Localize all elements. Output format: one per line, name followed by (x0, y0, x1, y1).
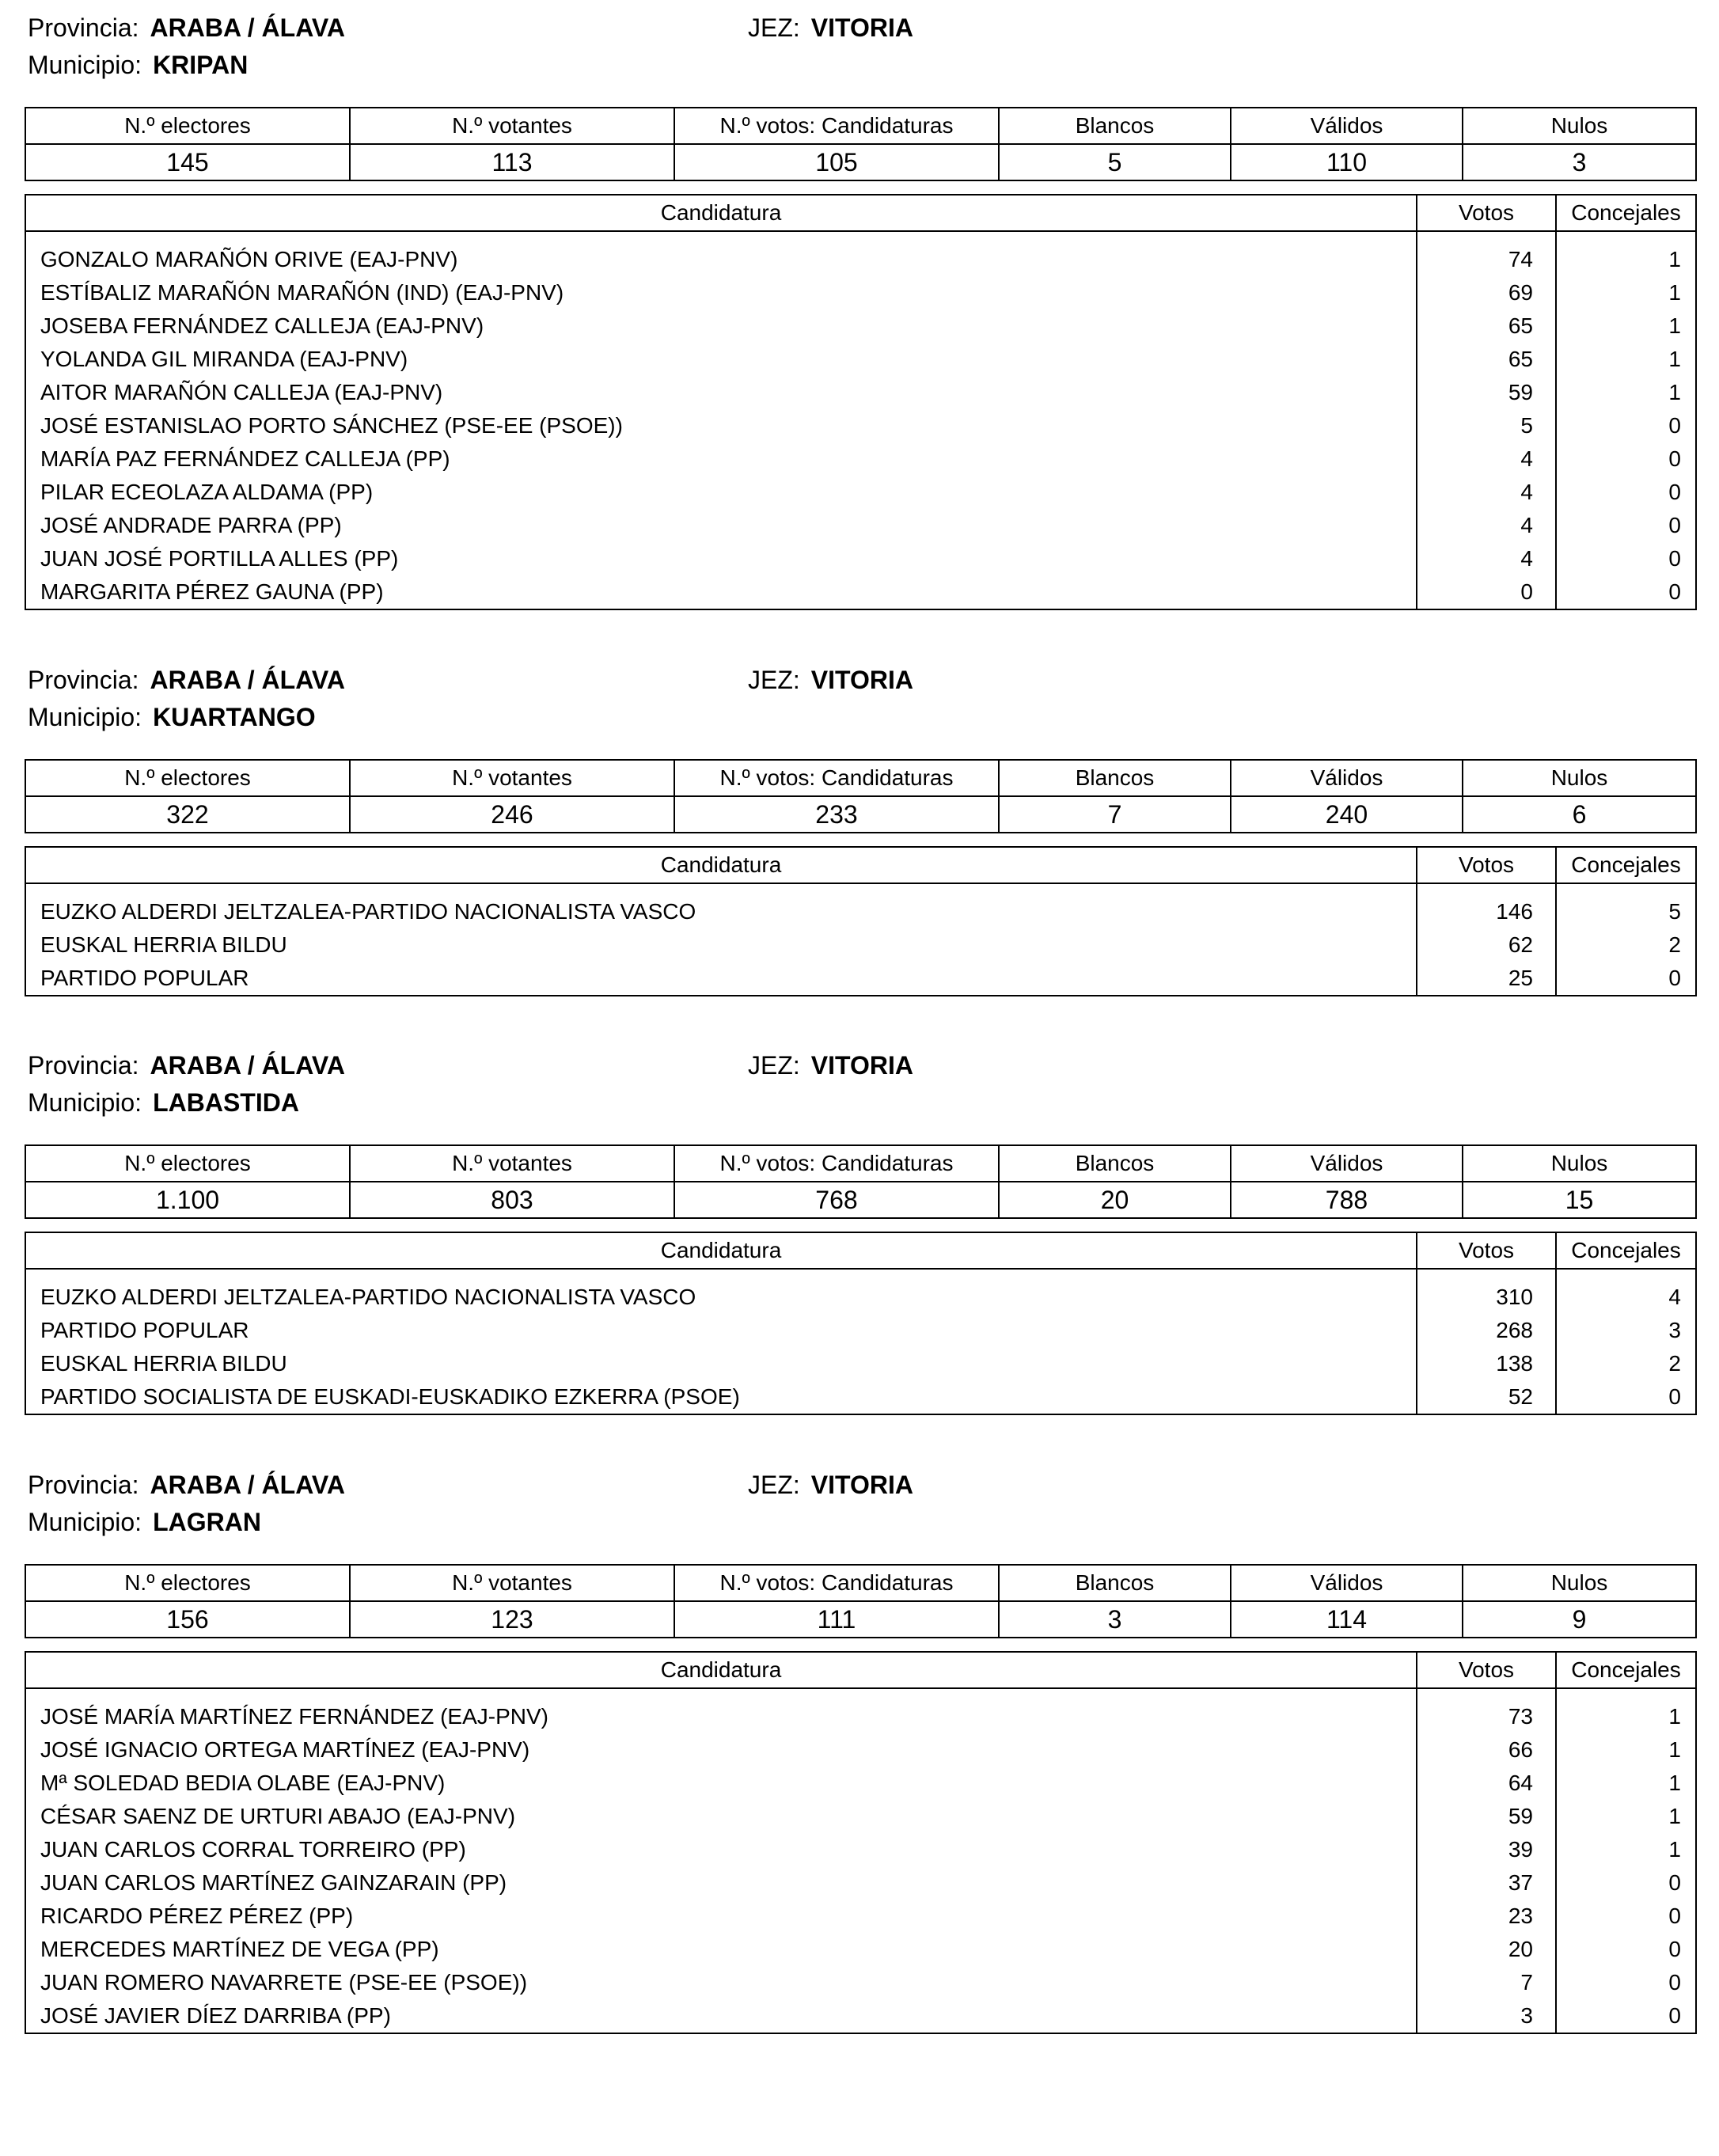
candidate-votes: 73 (1417, 1700, 1556, 1733)
provincia-value: ARABA / ÁLAVA (150, 1471, 345, 1499)
candidate-concejales: 0 (1556, 1966, 1696, 1999)
stats-header: Blancos (999, 760, 1231, 796)
provincia-label: Provincia: (28, 1471, 139, 1499)
municipio-line (28, 1507, 261, 1537)
candidate-votes: 5 (1417, 409, 1556, 442)
candidate-name: JUAN JOSÉ PORTILLA ALLES (PP) (25, 542, 1417, 575)
candidate-concejales: 5 (1556, 895, 1696, 928)
municipio-line (28, 702, 316, 732)
candidate-votes: 268 (1417, 1314, 1556, 1347)
table-row (25, 1833, 1696, 1866)
candidate-votes: 66 (1417, 1733, 1556, 1767)
candidates-header: Votos (1417, 195, 1556, 231)
candidate-concejales: 1 (1556, 243, 1696, 276)
table-row (25, 442, 1696, 476)
candidate-name: CÉSAR SAENZ DE URTURI ABAJO (EAJ-PNV) (25, 1800, 1417, 1833)
candidate-name: EUSKAL HERRIA BILDU (25, 1347, 1417, 1380)
candidate-name: JOSÉ MARÍA MARTÍNEZ FERNÁNDEZ (EAJ-PNV) (25, 1700, 1417, 1733)
candidate-concejales: 0 (1556, 1866, 1696, 1900)
provincia-line (28, 13, 345, 43)
stats-header: Válidos (1231, 1145, 1463, 1182)
stats-header: N.º votos: Candidaturas (674, 1565, 999, 1601)
table-row (25, 1314, 1696, 1347)
stats-value: 20 (999, 1182, 1231, 1218)
stats-table (25, 107, 1697, 181)
candidate-concejales: 0 (1556, 1999, 1696, 2033)
candidate-concejales: 0 (1556, 1933, 1696, 1966)
candidate-votes: 20 (1417, 1933, 1556, 1966)
stats-value: 110 (1231, 144, 1463, 180)
candidate-concejales: 1 (1556, 1767, 1696, 1800)
candidates-header: Candidatura (25, 1232, 1417, 1269)
candidate-votes: 69 (1417, 276, 1556, 309)
jez-value: VITORIA (810, 1051, 913, 1080)
spacer-cell (1417, 1688, 1556, 1700)
stats-header: Nulos (1463, 1565, 1696, 1601)
candidates-header: Concejales (1556, 847, 1696, 883)
candidate-name: ESTÍBALIZ MARAÑÓN MARAÑÓN (IND) (EAJ-PNV) (25, 276, 1417, 309)
stats-value: 5 (999, 144, 1231, 180)
candidate-name: JOSÉ IGNACIO ORTEGA MARTÍNEZ (EAJ-PNV) (25, 1733, 1417, 1767)
candidate-name: JOSEBA FERNÁNDEZ CALLEJA (EAJ-PNV) (25, 309, 1417, 343)
candidate-concejales: 2 (1556, 928, 1696, 962)
candidate-concejales: 0 (1556, 1380, 1696, 1414)
candidate-name: PARTIDO SOCIALISTA DE EUSKADI-EUSKADIKO EZKERRA (PSOE) (25, 1380, 1417, 1414)
candidate-name: JUAN CARLOS CORRAL TORREIRO (PP) (25, 1833, 1417, 1866)
candidate-votes: 39 (1417, 1833, 1556, 1866)
stats-table (25, 1144, 1697, 1219)
stats-value: 768 (674, 1182, 999, 1218)
spacer-cell (1417, 1269, 1556, 1281)
candidate-votes: 25 (1417, 962, 1556, 996)
candidates-header: Candidatura (25, 1652, 1417, 1688)
stats-header: N.º votantes (350, 108, 674, 144)
municipio-label: Municipio: (28, 703, 142, 731)
candidates-header: Concejales (1556, 1232, 1696, 1269)
stats-value: 15 (1463, 1182, 1696, 1218)
candidates-header: Votos (1417, 1652, 1556, 1688)
candidate-concejales: 0 (1556, 575, 1696, 609)
spacer-cell (25, 231, 1417, 243)
stats-header: N.º electores (25, 1145, 350, 1182)
stats-header: Válidos (1231, 760, 1463, 796)
spacer-cell (1556, 1688, 1696, 1700)
municipio-value: KRIPAN (153, 51, 249, 79)
candidate-name: PARTIDO POPULAR (25, 962, 1417, 996)
stats-header: Nulos (1463, 1145, 1696, 1182)
table-row (25, 895, 1696, 928)
candidate-concejales: 1 (1556, 1833, 1696, 1866)
provincia-line (28, 1470, 345, 1500)
provincia-label: Provincia: (28, 666, 139, 694)
candidates-header: Concejales (1556, 1652, 1696, 1688)
candidate-votes: 310 (1417, 1281, 1556, 1314)
stats-header: N.º votos: Candidaturas (674, 108, 999, 144)
municipio-value: KUARTANGO (153, 703, 316, 731)
table-row (25, 476, 1696, 509)
stats-value: 246 (350, 796, 674, 833)
candidate-votes: 4 (1417, 476, 1556, 509)
stats-value: 111 (674, 1601, 999, 1638)
candidate-concejales: 4 (1556, 1281, 1696, 1314)
candidate-name: MERCEDES MARTÍNEZ DE VEGA (PP) (25, 1933, 1417, 1966)
candidate-concejales: 0 (1556, 509, 1696, 542)
candidate-name: EUSKAL HERRIA BILDU (25, 928, 1417, 962)
stats-value: 113 (350, 144, 674, 180)
jez-line (748, 13, 913, 43)
candidate-votes: 7 (1417, 1966, 1556, 1999)
candidate-name: JOSÉ ESTANISLAO PORTO SÁNCHEZ (PSE-EE (PSOE)) (25, 409, 1417, 442)
stats-header: Blancos (999, 1565, 1231, 1601)
stats-table (25, 1564, 1697, 1638)
stats-value: 1.100 (25, 1182, 350, 1218)
candidates-header: Candidatura (25, 195, 1417, 231)
candidate-votes: 4 (1417, 442, 1556, 476)
candidate-concejales: 1 (1556, 1733, 1696, 1767)
stats-value: 6 (1463, 796, 1696, 833)
candidate-votes: 138 (1417, 1347, 1556, 1380)
table-row (25, 1966, 1696, 1999)
municipio-value: LAGRAN (153, 1508, 261, 1536)
stats-value: 788 (1231, 1182, 1463, 1218)
provincia-value: ARABA / ÁLAVA (150, 13, 345, 42)
table-row (25, 343, 1696, 376)
stats-header: Blancos (999, 1145, 1231, 1182)
stats-header: Nulos (1463, 760, 1696, 796)
table-row (25, 542, 1696, 575)
municipio-label: Municipio: (28, 51, 142, 79)
jez-value: VITORIA (810, 666, 913, 694)
candidate-votes: 23 (1417, 1900, 1556, 1933)
candidate-concejales: 1 (1556, 1700, 1696, 1733)
table-row (25, 1281, 1696, 1314)
candidate-votes: 3 (1417, 1999, 1556, 2033)
table-row (25, 1733, 1696, 1767)
municipio-line (28, 1087, 299, 1118)
candidate-name: EUZKO ALDERDI JELTZALEA-PARTIDO NACIONALISTA VASCO (25, 895, 1417, 928)
jez-label: JEZ: (748, 666, 800, 694)
candidate-name: JOSÉ JAVIER DÍEZ DARRIBA (PP) (25, 1999, 1417, 2033)
stats-header: N.º electores (25, 1565, 350, 1601)
candidate-votes: 4 (1417, 542, 1556, 575)
stats-header: N.º votantes (350, 760, 674, 796)
candidates-table (25, 1651, 1697, 2034)
candidate-concejales: 0 (1556, 442, 1696, 476)
candidate-name: EUZKO ALDERDI JELTZALEA-PARTIDO NACIONALISTA VASCO (25, 1281, 1417, 1314)
stats-header: Válidos (1231, 108, 1463, 144)
candidate-concejales: 0 (1556, 542, 1696, 575)
candidate-votes: 37 (1417, 1866, 1556, 1900)
provincia-label: Provincia: (28, 1051, 139, 1080)
table-row (25, 276, 1696, 309)
spacer-cell (25, 1688, 1417, 1700)
jez-line (748, 1470, 913, 1500)
table-row (25, 1866, 1696, 1900)
candidate-votes: 146 (1417, 895, 1556, 928)
stats-value: 145 (25, 144, 350, 180)
municipio-label: Municipio: (28, 1088, 142, 1117)
candidate-concejales: 0 (1556, 409, 1696, 442)
stats-value: 240 (1231, 796, 1463, 833)
candidate-name: JUAN CARLOS MARTÍNEZ GAINZARAIN (PP) (25, 1866, 1417, 1900)
jez-label: JEZ: (748, 1471, 800, 1499)
candidates-table (25, 846, 1697, 996)
jez-value: VITORIA (810, 1471, 913, 1499)
stats-header: N.º votos: Candidaturas (674, 1145, 999, 1182)
stats-header: N.º electores (25, 108, 350, 144)
stats-value: 3 (999, 1601, 1231, 1638)
provincia-value: ARABA / ÁLAVA (150, 1051, 345, 1080)
provincia-label: Provincia: (28, 13, 139, 42)
candidate-name: JOSÉ ANDRADE PARRA (PP) (25, 509, 1417, 542)
spacer-cell (1417, 231, 1556, 243)
candidates-header: Concejales (1556, 195, 1696, 231)
table-row (25, 1767, 1696, 1800)
candidate-concejales: 0 (1556, 476, 1696, 509)
provincia-line (28, 665, 345, 695)
provincia-value: ARABA / ÁLAVA (150, 666, 345, 694)
candidate-votes: 65 (1417, 309, 1556, 343)
candidate-name: MARGARITA PÉREZ GAUNA (PP) (25, 575, 1417, 609)
candidate-concejales: 2 (1556, 1347, 1696, 1380)
candidates-header: Votos (1417, 847, 1556, 883)
candidate-concejales: 1 (1556, 309, 1696, 343)
stats-header: N.º electores (25, 760, 350, 796)
spacer-cell (25, 883, 1417, 895)
stats-value: 3 (1463, 144, 1696, 180)
table-row (25, 575, 1696, 609)
candidate-name: PILAR ECEOLAZA ALDAMA (PP) (25, 476, 1417, 509)
stats-value: 156 (25, 1601, 350, 1638)
candidates-header: Votos (1417, 1232, 1556, 1269)
stats-value: 322 (25, 796, 350, 833)
stats-value: 105 (674, 144, 999, 180)
candidate-concejales: 0 (1556, 962, 1696, 996)
table-row (25, 1933, 1696, 1966)
candidate-name: MARÍA PAZ FERNÁNDEZ CALLEJA (PP) (25, 442, 1417, 476)
stats-value: 9 (1463, 1601, 1696, 1638)
municipio-line (28, 50, 248, 80)
candidate-votes: 52 (1417, 1380, 1556, 1414)
stats-header: N.º votantes (350, 1565, 674, 1601)
candidate-name: PARTIDO POPULAR (25, 1314, 1417, 1347)
stats-header: N.º votantes (350, 1145, 674, 1182)
candidate-concejales: 1 (1556, 276, 1696, 309)
jez-line (748, 1050, 913, 1080)
candidate-concejales: 1 (1556, 343, 1696, 376)
candidates-header: Candidatura (25, 847, 1417, 883)
table-row (25, 928, 1696, 962)
table-row (25, 243, 1696, 276)
candidate-concejales: 0 (1556, 1900, 1696, 1933)
municipio-label: Municipio: (28, 1508, 142, 1536)
spacer-cell (1417, 883, 1556, 895)
jez-label: JEZ: (748, 13, 800, 42)
spacer-cell (1556, 1269, 1696, 1281)
stats-value: 123 (350, 1601, 674, 1638)
candidate-votes: 74 (1417, 243, 1556, 276)
table-row (25, 962, 1696, 996)
table-row (25, 1380, 1696, 1414)
candidate-votes: 59 (1417, 376, 1556, 409)
stats-value: 803 (350, 1182, 674, 1218)
jez-value: VITORIA (810, 13, 913, 42)
candidate-votes: 62 (1417, 928, 1556, 962)
candidate-name: Mª SOLEDAD BEDIA OLABE (EAJ-PNV) (25, 1767, 1417, 1800)
table-row (25, 509, 1696, 542)
candidates-table (25, 194, 1697, 610)
stats-header: N.º votos: Candidaturas (674, 760, 999, 796)
table-row (25, 1800, 1696, 1833)
table-row (25, 1900, 1696, 1933)
jez-label: JEZ: (748, 1051, 800, 1080)
candidate-concejales: 1 (1556, 1800, 1696, 1833)
stats-value: 114 (1231, 1601, 1463, 1638)
candidates-table (25, 1232, 1697, 1415)
candidate-name: RICARDO PÉREZ PÉREZ (PP) (25, 1900, 1417, 1933)
candidate-concejales: 3 (1556, 1314, 1696, 1347)
stats-header: Válidos (1231, 1565, 1463, 1601)
candidate-name: AITOR MARAÑÓN CALLEJA (EAJ-PNV) (25, 376, 1417, 409)
table-row (25, 1700, 1696, 1733)
jez-line (748, 665, 913, 695)
table-row (25, 409, 1696, 442)
stats-value: 7 (999, 796, 1231, 833)
candidate-name: JUAN ROMERO NAVARRETE (PSE-EE (PSOE)) (25, 1966, 1417, 1999)
candidate-votes: 64 (1417, 1767, 1556, 1800)
spacer-cell (1556, 231, 1696, 243)
municipio-value: LABASTIDA (153, 1088, 299, 1117)
stats-header: Blancos (999, 108, 1231, 144)
candidate-votes: 0 (1417, 575, 1556, 609)
table-row (25, 376, 1696, 409)
stats-header: Nulos (1463, 108, 1696, 144)
candidate-name: GONZALO MARAÑÓN ORIVE (EAJ-PNV) (25, 243, 1417, 276)
candidate-votes: 4 (1417, 509, 1556, 542)
table-row (25, 309, 1696, 343)
spacer-cell (25, 1269, 1417, 1281)
table-row (25, 1347, 1696, 1380)
table-row (25, 1999, 1696, 2033)
candidate-name: YOLANDA GIL MIRANDA (EAJ-PNV) (25, 343, 1417, 376)
stats-value: 233 (674, 796, 999, 833)
candidate-votes: 59 (1417, 1800, 1556, 1833)
provincia-line (28, 1050, 345, 1080)
stats-table (25, 759, 1697, 833)
candidate-votes: 65 (1417, 343, 1556, 376)
candidate-concejales: 1 (1556, 376, 1696, 409)
spacer-cell (1556, 883, 1696, 895)
